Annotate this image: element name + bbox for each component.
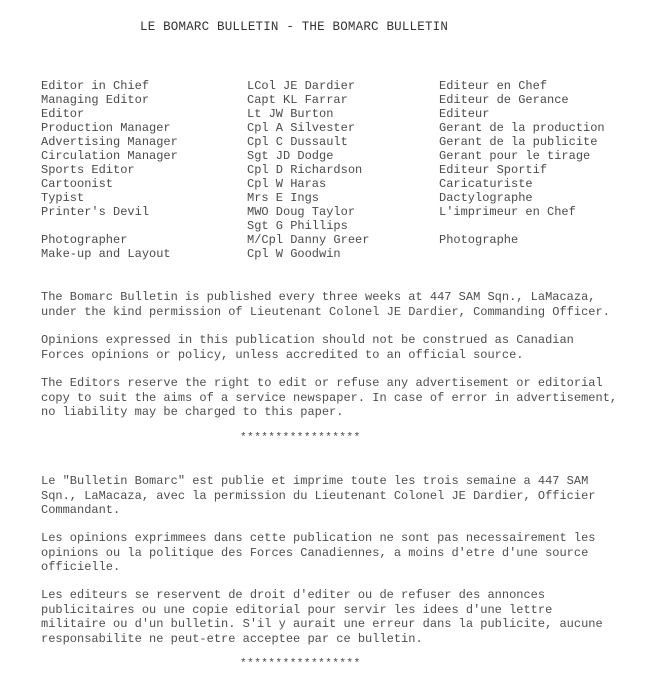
staff-masthead (41, 79, 621, 269)
staff-name: Cpl W Haras (247, 177, 327, 191)
staff-role: Editor (41, 107, 85, 121)
staff-name: Cpl C Dussault (247, 135, 348, 149)
staff-role-french: L'imprimeur en Chef (439, 205, 576, 219)
staff-role: Typist (41, 191, 85, 205)
staff-name: Cpl A Silvester (247, 121, 356, 135)
staff-role: Sports Editor (41, 163, 135, 177)
staff-role: Advertising Manager (41, 135, 178, 149)
french-separator: ***************** (240, 658, 361, 670)
staff-name: MWO Doug Taylor (247, 205, 356, 219)
staff-role-french: Dactylographe (439, 191, 533, 205)
staff-role: Cartoonist (41, 177, 114, 191)
staff-role-french: Gerant pour le tirage (439, 149, 591, 163)
english-publication-notice: The Bomarc Bulletin is published every three weeks at 447 SAM Sqn., LaMacaza, under the kind permission of Lieutenant Colonel JE Dardier, Commanding Officer. (41, 290, 610, 319)
english-editorial-rights: The Editors reserve the right to edit or refuse any advertisement or editorial copy to suit the aims of a service newspaper. In case of error in advertisement, no liability may be charged to this paper. (41, 376, 618, 419)
staff-name: LCol JE Dardier (247, 79, 356, 93)
staff-role-french: Editeur Sportif (439, 163, 548, 177)
staff-name: M/Cpl Danny Greer (247, 233, 370, 247)
english-opinion-disclaimer: Opinions expressed in this publication should not be construed as Canadian Forces opinions or policy, unless accredited to an official source. (41, 333, 574, 362)
staff-role: Make-up and Layout (41, 247, 171, 261)
staff-role-french: Photographe (439, 233, 519, 247)
staff-role-french: Editeur en Chef (439, 79, 548, 93)
french-publication-notice: Le "Bulletin Bomarc" est publie et imprime toute les trois semaine a 447 SAM Sqn., LaMacaza, avec la permission du Lieutenant Colonel JE Dardier, Officier Commandant. (41, 474, 596, 517)
staff-name: Mrs E Ings (247, 191, 320, 205)
staff-role-french: Gerant de la production (439, 121, 605, 135)
staff-role: Printer's Devil (41, 205, 150, 219)
staff-role: Editor in Chief (41, 79, 150, 93)
staff-role: Photographer (41, 233, 128, 247)
staff-name: Sgt G Phillips (247, 219, 348, 233)
page-title: LE BOMARC BULLETIN - THE BOMARC BULLETIN (140, 20, 449, 34)
staff-role: Circulation Manager (41, 149, 178, 163)
english-separator: ***************** (240, 432, 361, 444)
staff-role-french: Gerant de la publicite (439, 135, 598, 149)
staff-role-french: Editeur de Gerance (439, 93, 569, 107)
staff-name: Capt KL Farrar (247, 93, 348, 107)
staff-role-french: Caricaturiste (439, 177, 533, 191)
french-editorial-rights: Les editeurs se reservent de droit d'editer ou de refuser des annonces publicitaires ou une copie editorial pour servir les idees d'une lettre militaire ou d'un bulletin. S'il y aurait une erreur dans la publicite, aucune responsabilite ne peut-etre acceptee par ce bulletin. (41, 588, 603, 646)
staff-name: Lt JW Burton (247, 107, 334, 121)
staff-name: Cpl W Goodwin (247, 247, 341, 261)
staff-role: Managing Editor (41, 93, 150, 107)
staff-role-french: Editeur (439, 107, 490, 121)
staff-name: Sgt JD Dodge (247, 149, 334, 163)
staff-name: Cpl D Richardson (247, 163, 363, 177)
french-opinion-disclaimer: Les opinions exprimmees dans cette publication ne sont pas necessairement les opinions ou la politique des Forces Canadiennes, a moins d'etre d'une source officielle. (41, 531, 596, 574)
staff-role: Production Manager (41, 121, 171, 135)
